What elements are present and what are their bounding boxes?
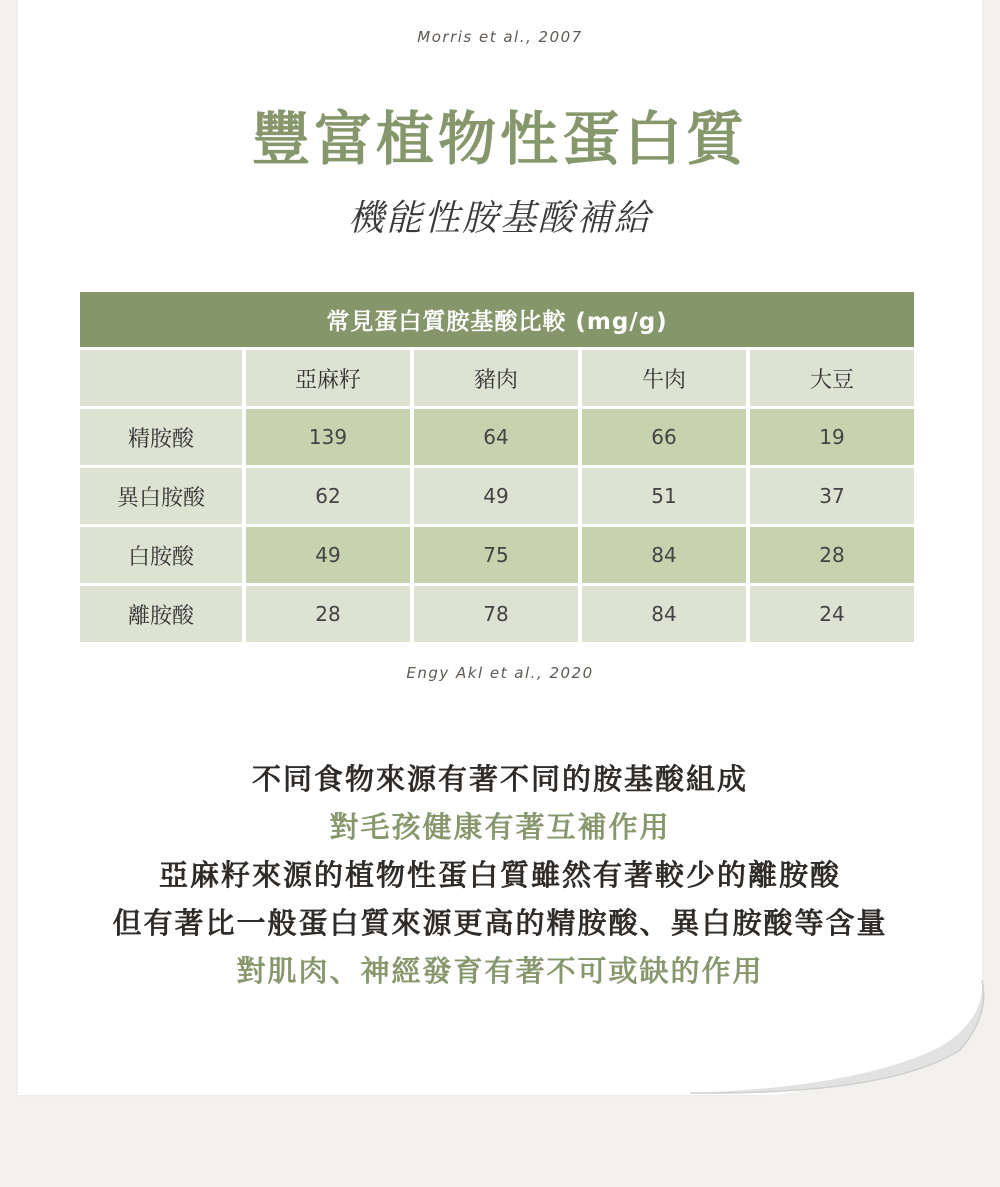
table-row xyxy=(80,586,914,642)
column-header: 大豆 xyxy=(750,350,914,406)
table-caption-row xyxy=(80,292,914,347)
table-row xyxy=(80,468,914,524)
column-header: 牛肉 xyxy=(582,350,750,406)
page-curl-decoration xyxy=(660,975,1000,1105)
paper-sheet xyxy=(18,0,982,1095)
body-line: 但有著比一般蛋白質來源更高的精胺酸、異白胺酸等含量 xyxy=(112,906,888,940)
row-label: 離胺酸 xyxy=(80,586,246,642)
table-cell: 84 xyxy=(582,527,750,583)
table-cell: 139 xyxy=(246,409,414,465)
row-label: 異白胺酸 xyxy=(80,468,246,524)
column-header: 亞麻籽 xyxy=(246,350,414,406)
table-cell: 28 xyxy=(750,527,914,583)
citation-mid: Engy Akl et al., 2020 xyxy=(406,664,594,682)
table-cell: 75 xyxy=(414,527,582,583)
citation-top: Morris et al., 2007 xyxy=(417,28,583,46)
table-cell: 28 xyxy=(246,586,414,642)
amino-acid-table xyxy=(80,289,914,645)
body-line: 不同食物來源有著不同的胺基酸組成 xyxy=(251,762,748,796)
page-title: 豐富植物性蛋白質 xyxy=(251,105,748,173)
table-corner-cell xyxy=(80,350,246,406)
table-caption: 常見蛋白質胺基酸比較 (mg/g) xyxy=(80,292,914,347)
row-label: 精胺酸 xyxy=(80,409,246,465)
column-header: 豬肉 xyxy=(414,350,582,406)
body-line-highlight: 對毛孩健康有著互補作用 xyxy=(329,810,671,844)
row-label: 白胺酸 xyxy=(80,527,246,583)
table-cell: 19 xyxy=(750,409,914,465)
table-cell: 49 xyxy=(414,468,582,524)
table-cell: 62 xyxy=(246,468,414,524)
table-row xyxy=(80,527,914,583)
table-cell: 78 xyxy=(414,586,582,642)
body-line-highlight: 對肌肉、神經發育有著不可或缺的作用 xyxy=(236,954,764,988)
table-header-row xyxy=(80,350,914,406)
table-cell: 37 xyxy=(750,468,914,524)
table-cell: 84 xyxy=(582,586,750,642)
table-row xyxy=(80,409,914,465)
table-cell: 49 xyxy=(246,527,414,583)
table-cell: 51 xyxy=(582,468,750,524)
body-text xyxy=(18,755,982,995)
table-cell: 66 xyxy=(582,409,750,465)
body-line: 亞麻籽來源的植物性蛋白質雖然有著較少的離胺酸 xyxy=(158,858,841,892)
page-subtitle: 機能性胺基酸補給 xyxy=(347,198,652,239)
table-cell: 64 xyxy=(414,409,582,465)
table-cell: 24 xyxy=(750,586,914,642)
